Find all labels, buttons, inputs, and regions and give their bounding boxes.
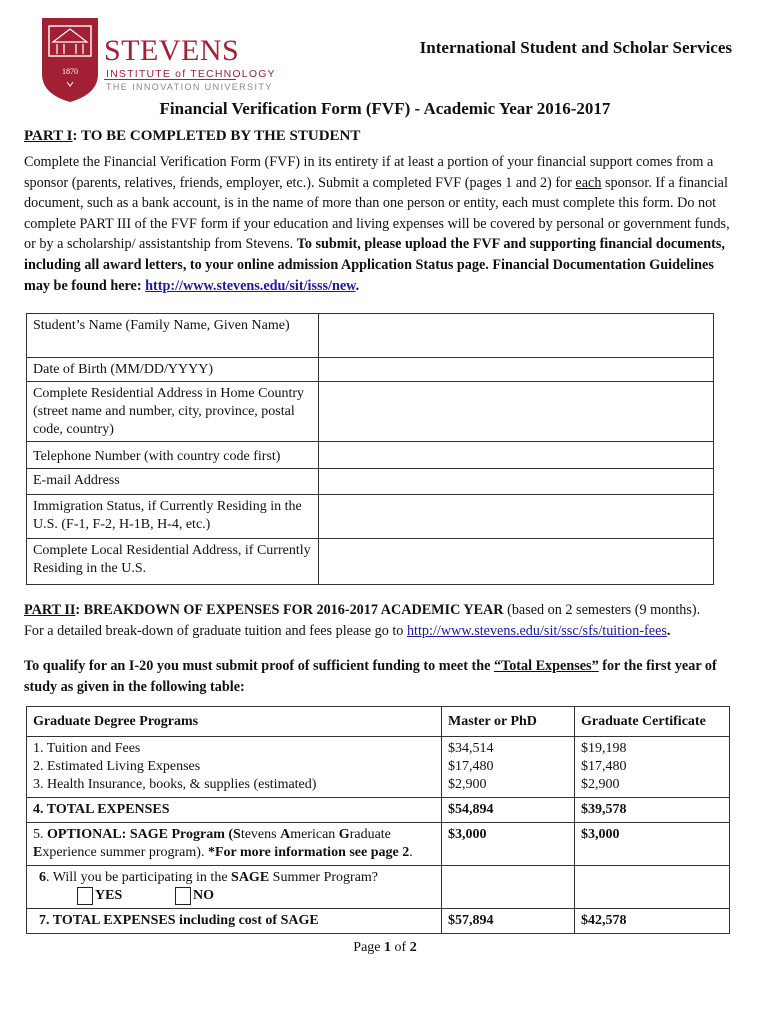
item-living: 2. Estimated Living Expenses <box>33 759 201 774</box>
of-word: of <box>391 940 410 955</box>
q6-num: 6 <box>39 870 46 885</box>
qualify-total: “Total Expenses” <box>493 658 599 674</box>
stevens-shield-logo <box>40 16 100 104</box>
q6-text-1: . Will you be participating in the <box>46 870 232 885</box>
detail-text: For a detailed break-down of graduate tuition and fees please go to <box>24 623 407 639</box>
part2-label: PART II <box>24 602 76 618</box>
intro-text-2: sponsor. If a financial document, such as a bank account, is in the name of more than one person or entity, each must complete this form. Do not complete PART III of the FVF form if your education and living expenses will be covered by personal or government funds, or by a scholarship/ assistantship from Stevens. <box>24 174 730 253</box>
total-cert: $39,578 <box>575 798 730 823</box>
page-total: 2 <box>409 940 417 955</box>
office-title: International Student and Scholar Services <box>419 38 732 57</box>
cert-tuition: $19,198 <box>581 741 627 756</box>
form-title: Financial Verification Form (FVF) - Academic Year 2016-2017 <box>159 99 611 118</box>
cert-insurance: $2,900 <box>581 777 620 792</box>
tuition-fees-link[interactable]: http://www.stevens.edu/sit/ssc/sfs/tuition-fees <box>406 623 667 639</box>
field-label-local-address: Complete Local Residential Address, if Currently Residing in the U.S. <box>27 539 319 585</box>
yes-label: YES <box>95 888 123 904</box>
header-master: Master or PhD <box>442 707 575 737</box>
no-checkbox[interactable] <box>175 887 191 905</box>
field-label-immigration: Immigration Status, if Currently Residing in the U.S. (F-1, F-2, H-1B, H-4, etc.) <box>27 495 319 539</box>
master-insurance: $2,900 <box>448 777 487 792</box>
logo-year: 1870 <box>62 67 78 76</box>
master-items <box>442 737 575 798</box>
master-tuition: $34,514 <box>448 741 494 756</box>
sage-label <box>27 823 442 866</box>
local-address-input[interactable] <box>319 539 714 585</box>
sage-master: $3,000 <box>442 823 575 866</box>
header-certificate: Graduate Certificate <box>575 707 730 737</box>
intro-bold: To submit, please upload the FVF and supporting financial documents, including all award letters, to your online admission Application Status page. Financial Documentation Guidelines may be found here: <box>24 236 725 294</box>
field-label-home-address: Complete Residential Address in Home Country (street name and number, city, province, postal code, country) <box>27 382 319 442</box>
phone-input[interactable] <box>319 442 714 469</box>
sage-t1: tevens <box>240 827 281 842</box>
q6-cert-cell <box>575 866 730 909</box>
yes-checkbox[interactable] <box>77 887 93 905</box>
sage-num: 5. <box>33 827 47 842</box>
sage-b4: E <box>33 845 43 860</box>
intro-text: Complete the Financial Verification Form (FVF) in its entirety if at least a portion of your financial support comes from a sponsor (parents, relatives, friends, employer, etc.). Submit a completed FVF (pages 1 and 2) for <box>24 154 714 191</box>
part2-detail: For a detailed break-down of graduate tuition and fees please go to http://www.stevens.edu/sit/ssc/sfs/tuition-fees. <box>24 623 671 639</box>
part1-intro <box>24 152 736 296</box>
field-label-phone: Telephone Number (with country code first) <box>27 442 319 469</box>
part2-note: (based on 2 semesters (9 months). <box>503 602 701 618</box>
total-label: 4. TOTAL EXPENSES <box>27 798 442 823</box>
cert-living: $17,480 <box>581 759 627 774</box>
part1-label: PART I <box>24 128 73 144</box>
total-master: $54,894 <box>442 798 575 823</box>
sage-t3: raduate <box>349 827 391 842</box>
item-tuition: 1. Tuition and Fees <box>33 741 141 756</box>
page-num: 1 <box>384 940 392 955</box>
q6-sage: SAGE <box>231 870 270 885</box>
intro-end: . <box>355 277 360 294</box>
logo-wordmark: STEVENS <box>104 34 240 67</box>
dob-input[interactable] <box>319 358 714 382</box>
qualify-text-2: for the first year of study as given in the following table: <box>24 658 717 695</box>
email-input[interactable] <box>319 469 714 495</box>
q6-master-cell <box>442 866 575 909</box>
sage-t2: merican <box>290 827 339 842</box>
sage-bold: OPTIONAL: SAGE Program (S <box>47 827 241 842</box>
master-living: $17,480 <box>448 759 494 774</box>
logo-tagline: THE INNOVATION UNIVERSITY <box>106 82 273 92</box>
part2-title: : BREAKDOWN OF EXPENSES FOR 2016-2017 ACADEMIC YEAR <box>75 602 504 618</box>
sage-t4: xperience summer program). <box>42 845 208 860</box>
item-insurance: 3. Health Insurance, books, & supplies (estimated) <box>33 777 317 792</box>
total-sage-master: $57,894 <box>442 909 575 934</box>
part1-heading <box>24 128 360 145</box>
student-info-table <box>26 313 714 585</box>
sage-end: . <box>409 845 413 860</box>
total-sage-cert: $42,578 <box>575 909 730 934</box>
qualify-text-1: To qualify for an I-20 you must submit proof of sufficient funding to meet the <box>24 658 494 674</box>
field-label-dob: Date of Birth (MM/DD/YYYY) <box>27 358 319 382</box>
header-programs: Graduate Degree Programs <box>27 707 442 737</box>
sage-b3: G <box>338 827 350 842</box>
sage-question <box>27 866 442 909</box>
no-label: NO <box>193 888 214 904</box>
q6-text-2: Summer Program? <box>269 870 379 885</box>
cert-items <box>575 737 730 798</box>
home-address-input[interactable] <box>319 382 714 442</box>
page-word: Page <box>353 940 385 955</box>
immigration-status-input[interactable] <box>319 495 714 539</box>
field-label-email: E-mail Address <box>27 469 319 495</box>
student-name-input[interactable] <box>319 314 714 358</box>
qualify-text <box>24 656 736 697</box>
expense-items <box>27 737 442 798</box>
sage-cert: $3,000 <box>575 823 730 866</box>
intro-each: each <box>575 174 602 191</box>
logo-subtitle: INSTITUTE of TECHNOLOGY <box>106 68 276 80</box>
total-sage-label: 7. TOTAL EXPENSES including cost of SAGE <box>27 909 442 934</box>
expenses-table <box>26 706 730 934</box>
sage-b2: A <box>280 827 291 842</box>
page-number <box>0 940 770 956</box>
field-label-name: Student’s Name (Family Name, Given Name) <box>27 314 319 358</box>
isss-new-link[interactable]: http://www.stevens.edu/sit/isss/new <box>145 277 356 294</box>
sage-note: *For more information see page 2 <box>207 845 410 860</box>
part1-title: : TO BE COMPLETED BY THE STUDENT <box>72 128 361 144</box>
part2-heading <box>24 602 764 619</box>
